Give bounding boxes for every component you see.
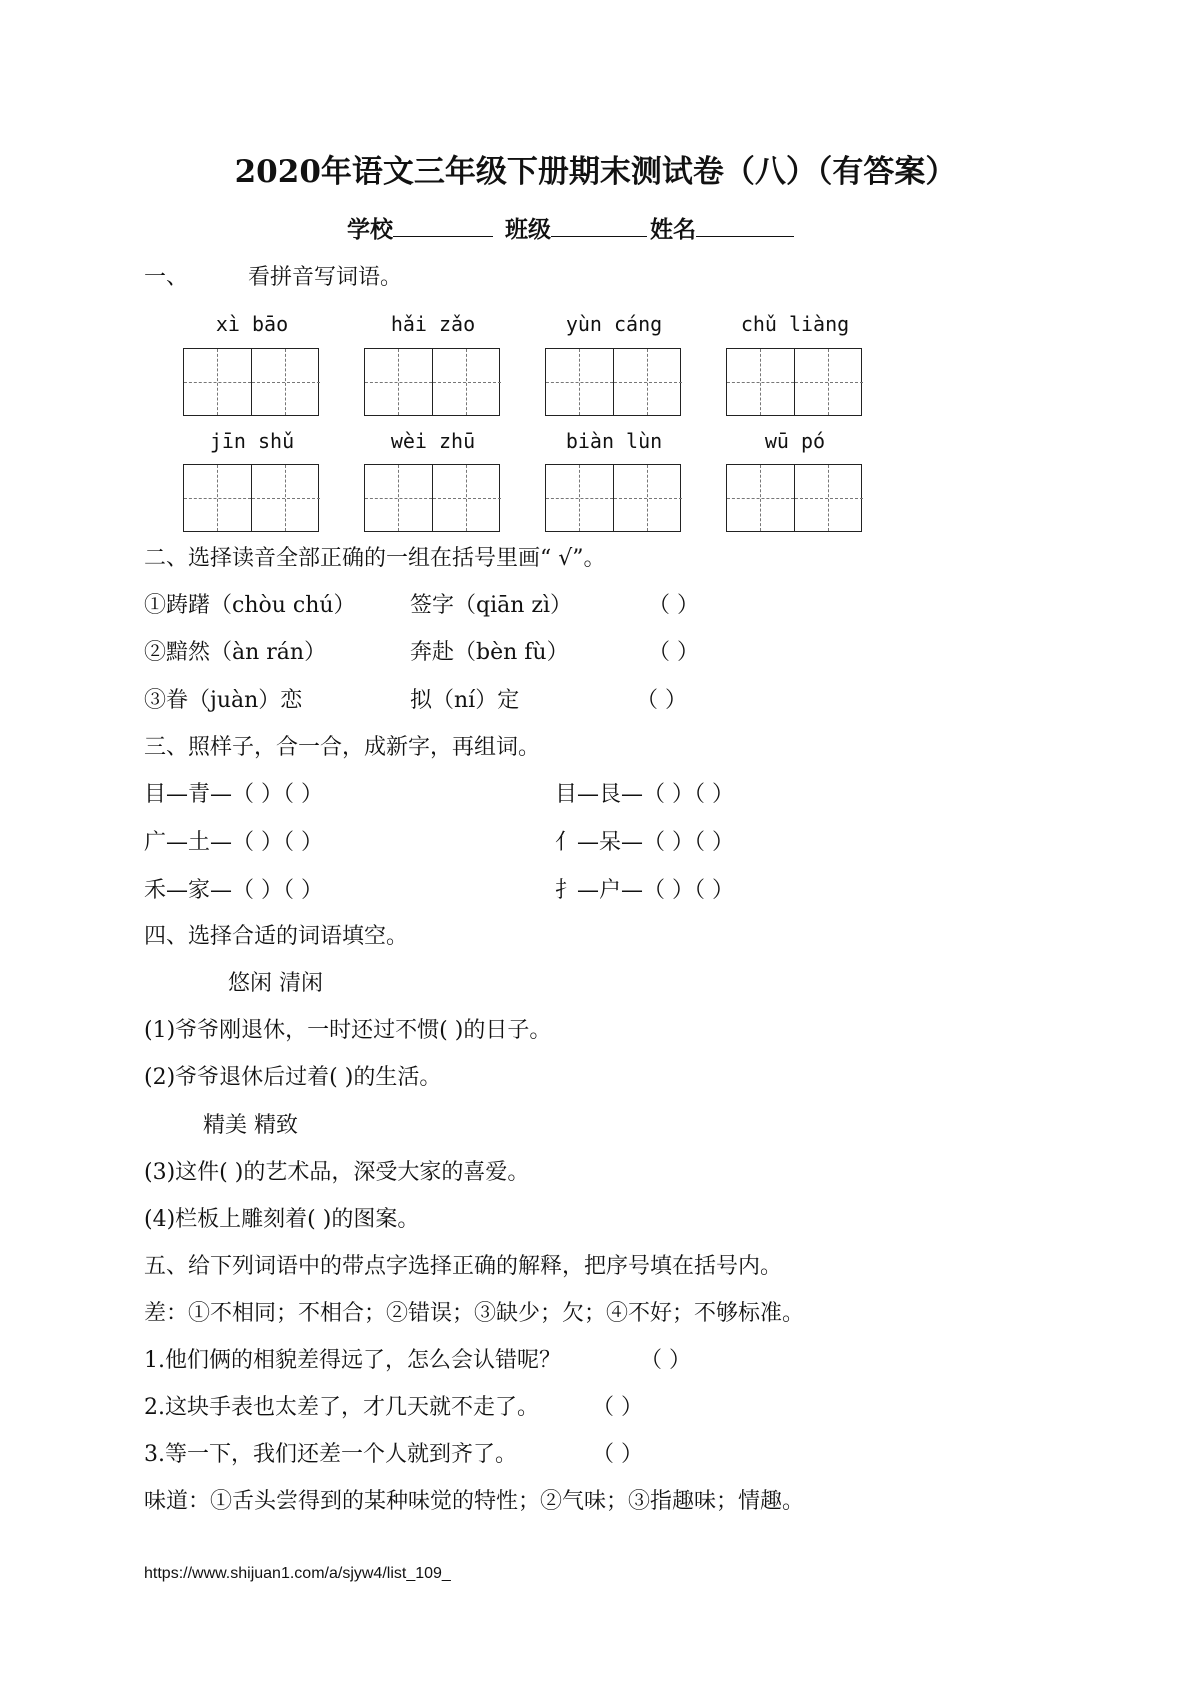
s2-item-3-b: 拟（ní）定 xyxy=(410,688,520,713)
school-blank xyxy=(393,212,493,237)
s5-definition-weidao: 味道：①舌头尝得到的某种味觉的特性；②气味；③指趣味；情趣。 xyxy=(144,1489,805,1514)
pinyin-8: wū pó xyxy=(764,429,826,453)
pinyin-2: hǎi zǎo xyxy=(390,312,476,336)
s3-row-3-right: 扌—户—（ ）（ ） xyxy=(555,878,734,903)
class-label: 班级 xyxy=(505,216,551,243)
class-blank xyxy=(551,212,647,237)
s2-item-2-paren[interactable]: （ ） xyxy=(648,640,699,665)
s4-question-1: (1)爷爷刚退休，一时还过不惯( )的日子。 xyxy=(144,1018,552,1043)
writing-grid-5[interactable] xyxy=(183,464,319,532)
section-1-number: 一、 xyxy=(144,265,189,290)
s5-question-1-paren[interactable]: （ ） xyxy=(640,1348,691,1373)
s5-question-1: 1.他们俩的相貌差得远了，怎么会认错呢？ xyxy=(144,1348,561,1373)
section-1-heading xyxy=(144,263,402,293)
s5-question-2: 2.这块手表也太差了，才几天就不走了。 xyxy=(144,1395,539,1420)
s5-question-3: 3.等一下，我们还差一个人就到齐了。 xyxy=(144,1442,517,1467)
section-3-heading: 三、照样子，合一合，成新字，再组词。 xyxy=(144,735,541,760)
pinyin-1: xì bāo xyxy=(215,312,289,336)
s3-row-1-left: 目—青—（ ）（ ） xyxy=(144,782,323,807)
s4-question-4: (4)栏板上雕刻着( )的图案。 xyxy=(144,1207,420,1232)
writing-grid-3[interactable] xyxy=(545,348,681,416)
name-blank xyxy=(696,212,794,237)
s2-item-1-b: 签字（qiān zì） xyxy=(410,593,573,618)
section-2-heading: 二、选择读音全部正确的一组在括号里画“ √”。 xyxy=(144,546,606,571)
s5-question-2-paren[interactable]: （ ） xyxy=(592,1395,643,1420)
s5-definition-cha: 差：①不相同；不相合；②错误；③缺少；欠；④不好；不够标准。 xyxy=(144,1301,805,1326)
writing-grid-4[interactable] xyxy=(726,348,862,416)
class-field xyxy=(505,212,647,245)
s4-question-2: (2)爷爷退休后过着( )的生活。 xyxy=(144,1065,442,1090)
writing-grid-6[interactable] xyxy=(364,464,500,532)
s5-question-3-paren[interactable]: （ ） xyxy=(592,1442,643,1467)
school-field xyxy=(347,212,493,245)
pinyin-4: chǔ liàng xyxy=(740,312,850,336)
pinyin-5: jīn shǔ xyxy=(209,429,295,453)
pinyin-7: biàn lùn xyxy=(565,429,663,453)
s2-item-1-a: ①踌躇（chòu chú） xyxy=(144,593,356,618)
section-5-heading: 五、给下列词语中的带点字选择正确的解释，把序号填在括号内。 xyxy=(144,1254,783,1279)
pinyin-6: wèi zhū xyxy=(390,429,476,453)
writing-grid-7[interactable] xyxy=(545,464,681,532)
writing-grid-1[interactable] xyxy=(183,348,319,416)
s2-item-3-a: ③眷（juàn）恋 xyxy=(144,688,303,713)
s4-word-choices-2: 精美 精致 xyxy=(203,1113,298,1138)
school-label: 学校 xyxy=(347,216,393,243)
s3-row-2-right: 亻—呆—（ ）（ ） xyxy=(555,830,734,855)
s3-row-2-left: 广—土—（ ）（ ） xyxy=(144,830,323,855)
s2-item-2-b: 奔赴（bèn fù） xyxy=(410,640,569,665)
name-field xyxy=(650,212,794,245)
pinyin-3: yùn cáng xyxy=(565,312,663,336)
writing-grid-8[interactable] xyxy=(726,464,862,532)
s2-item-1-paren[interactable]: （ ） xyxy=(648,593,699,618)
name-label: 姓名 xyxy=(650,216,696,243)
section-4-heading: 四、选择合适的词语填空。 xyxy=(144,924,409,949)
s3-row-1-right: 目—艮—（ ）（ ） xyxy=(555,782,734,807)
s2-item-3-paren[interactable]: （ ） xyxy=(636,688,687,713)
page-title: 2020年语文三年级下册期末测试卷（八）（有答案） xyxy=(234,154,957,190)
footer-url[interactable]: https://www.shijuan1.com/a/sjyw4/list_109_ xyxy=(144,1565,451,1582)
s3-row-3-left: 禾—家—（ ）（ ） xyxy=(144,878,323,903)
s4-question-3: (3)这件( )的艺术品，深受大家的喜爱。 xyxy=(144,1160,530,1185)
writing-grid-2[interactable] xyxy=(364,348,500,416)
s2-item-2-a: ②黯然（àn rán） xyxy=(144,640,327,665)
section-1-title: 看拼音写词语。 xyxy=(248,265,403,290)
s4-word-choices-1: 悠闲 清闲 xyxy=(228,971,323,996)
